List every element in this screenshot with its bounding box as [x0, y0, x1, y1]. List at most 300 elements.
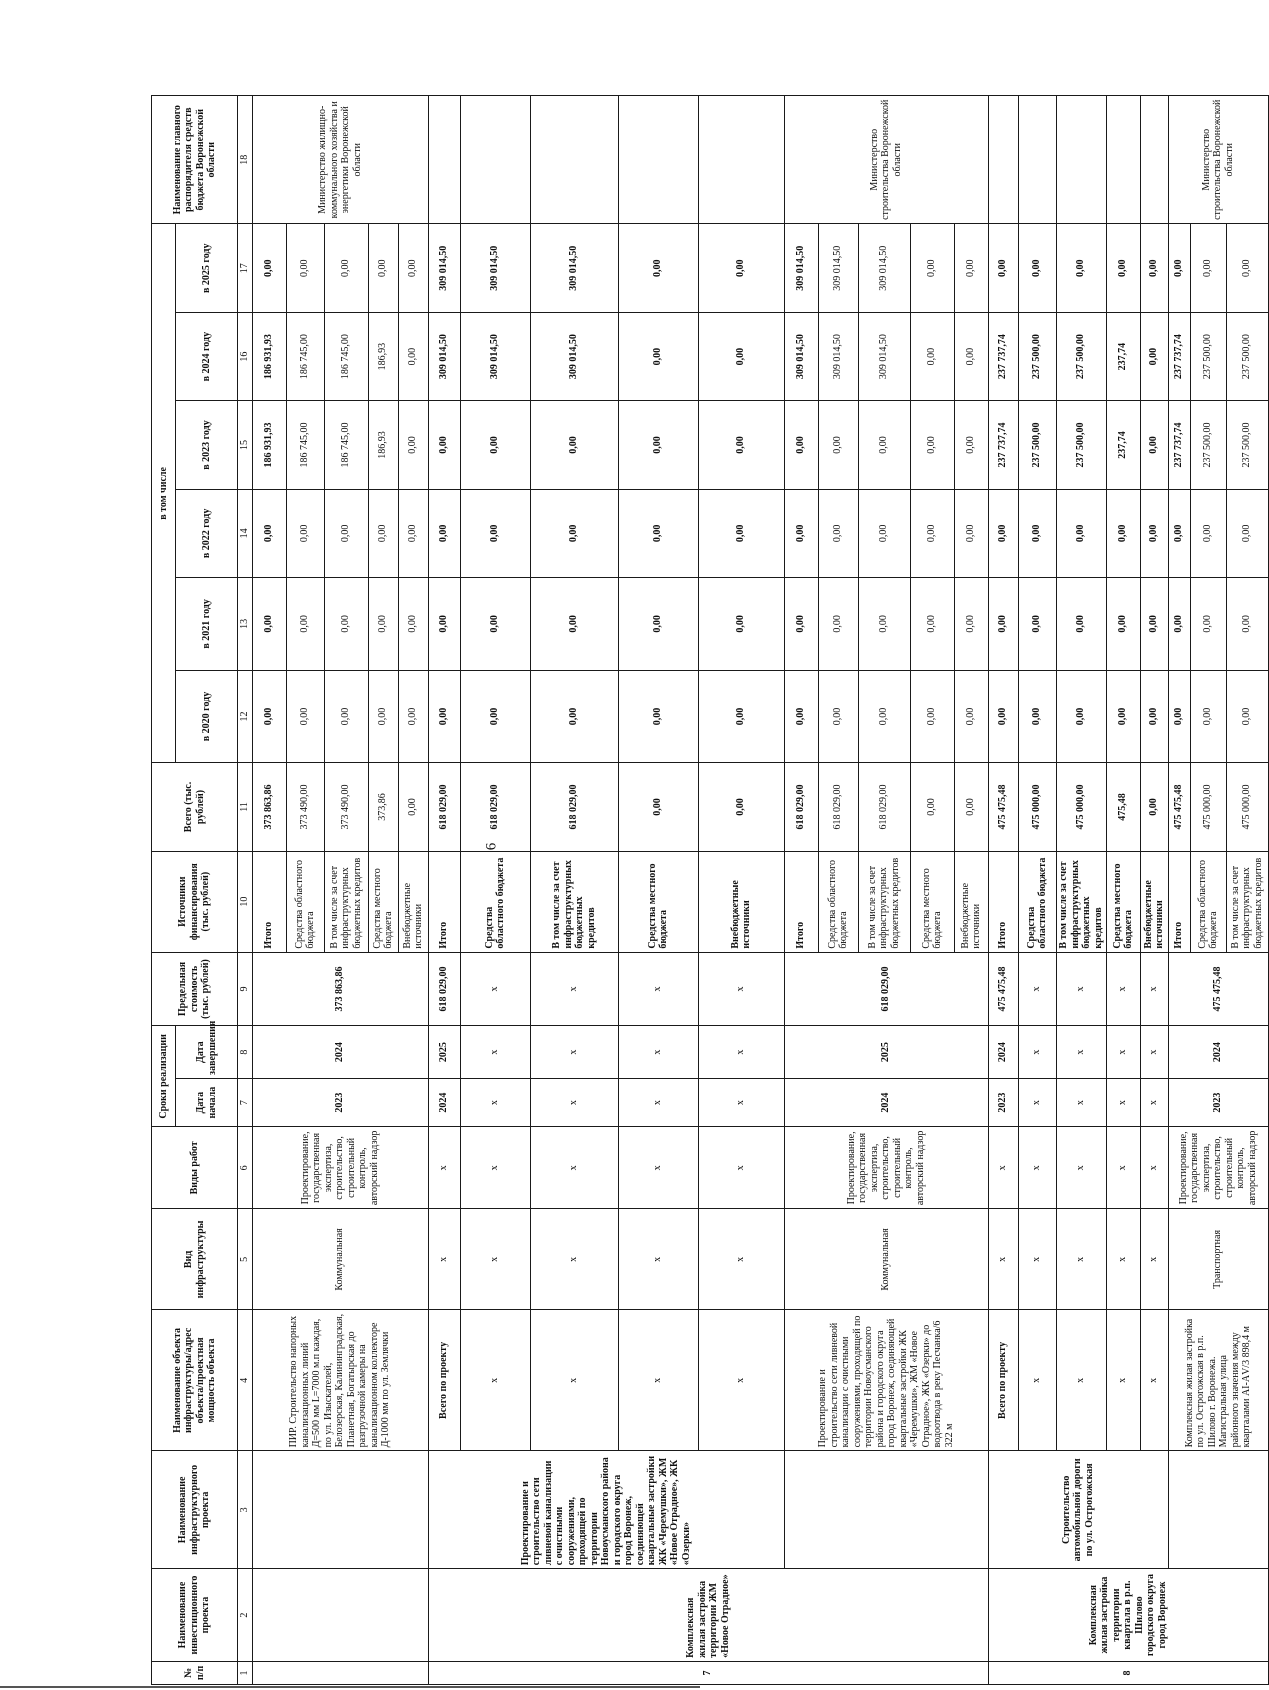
- y2020: 0,00: [988, 670, 1018, 763]
- y2022: 0,00: [428, 489, 460, 577]
- y2020: 0,00: [324, 670, 368, 763]
- y2023: 237,74: [1106, 401, 1140, 489]
- y2024: 309 014,50: [784, 312, 818, 400]
- cell: [698, 96, 784, 225]
- y2021: 0,00: [1168, 578, 1190, 671]
- cell: [252, 1569, 428, 1662]
- total: 0,00: [698, 763, 784, 851]
- header-infra-project: Наименование инфраструктурного проекта: [152, 1451, 238, 1569]
- total: 0,00: [1140, 763, 1168, 851]
- x-mark: х: [530, 1310, 618, 1451]
- header-infra-type: Вид инфраструктуры: [152, 1209, 238, 1310]
- y2025: 0,00: [368, 224, 398, 312]
- table-row: [1140, 96, 1168, 1685]
- y2024: 186 745,00: [324, 312, 368, 400]
- source: Средства областного бюджета: [286, 851, 324, 952]
- y2023: 186 931,93: [252, 401, 286, 489]
- y2025: 309 014,50: [784, 224, 818, 312]
- x-mark: х: [698, 952, 784, 1026]
- x-mark: х: [698, 1209, 784, 1310]
- y2025: 0,00: [286, 224, 324, 312]
- infra-project-name: Проектирование и строительство сети ливневой канализации с очистными сооружениями, проходящей по территории Новоусманского района и городского округа город Воронеж, соединяющей квартальные застройки ЖК «Черемушки», ЖМ «Новое Отрадное», ЖК «Озерки»: [428, 1451, 784, 1569]
- x-mark: х: [530, 952, 618, 1026]
- start-date: 2023: [988, 1078, 1018, 1126]
- y2021: 0,00: [1018, 578, 1056, 671]
- infra-project-name: Строительство автомобильной дороги по ул. Острогожская: [988, 1451, 1168, 1569]
- y2024: 0,00: [910, 312, 954, 400]
- source: Средства областного бюджета: [460, 851, 530, 952]
- y2022: 0,00: [858, 489, 910, 577]
- y2022: 0,00: [530, 489, 618, 577]
- y2021: 0,00: [1140, 578, 1168, 671]
- table-row: [1018, 96, 1056, 1685]
- y2020: 0,00: [698, 670, 784, 763]
- y2021: 0,00: [1056, 578, 1106, 671]
- y2021: 0,00: [368, 578, 398, 671]
- y2025: 0,00: [954, 224, 988, 312]
- works-type: Проектирование, государственная экспертиза, строительство, строительный контроль, авторский надзор: [252, 1127, 428, 1209]
- source: Средства местного бюджета: [910, 851, 954, 952]
- y2022: 0,00: [954, 489, 988, 577]
- source: Внебюджетные источники: [398, 851, 428, 952]
- y2024: 186 745,00: [286, 312, 324, 400]
- header-2022: в 2022 году: [176, 489, 238, 577]
- y2024: 309 014,50: [530, 312, 618, 400]
- total-label: Всего по проекту: [428, 1310, 460, 1451]
- y2022: 0,00: [988, 489, 1018, 577]
- header-including: в том числе: [152, 224, 176, 763]
- x-mark: х: [1106, 1078, 1140, 1126]
- y2020: 0,00: [784, 670, 818, 763]
- source: Внебюджетные источники: [1140, 851, 1168, 952]
- total: 373 863,86: [252, 763, 286, 851]
- x-mark: х: [1140, 1310, 1168, 1451]
- object-name: Проектирование и строительство сети ливневой канализации с очистными сооружениями, проходящей по территории Новоусманского района и городского округа город Воронеж, соединяющей квартальные застройки ЖК «Черемушки», ЖМ «Новое Отрадное», ЖК «Озерки» до водоотвода в реку Песчанка/6 322 м: [784, 1310, 988, 1451]
- x-mark: х: [530, 1209, 618, 1310]
- y2022: 0,00: [1140, 489, 1168, 577]
- y2025: 0,00: [398, 224, 428, 312]
- total: 618 029,00: [530, 763, 618, 851]
- y2021: 0,00: [784, 578, 818, 671]
- end-date: 2024: [252, 1026, 428, 1079]
- y2022: 0,00: [818, 489, 858, 577]
- column-number: 15: [238, 401, 253, 489]
- y2023: 0,00: [428, 401, 460, 489]
- source: Средства местного бюджета: [618, 851, 698, 952]
- y2024: 186 931,93: [252, 312, 286, 400]
- x-mark: х: [618, 1026, 698, 1079]
- column-number: 5: [238, 1209, 253, 1310]
- y2020: 0,00: [1226, 670, 1268, 763]
- total: 475 000,00: [1056, 763, 1106, 851]
- y2025: 309 014,50: [858, 224, 910, 312]
- x-mark: х: [1018, 1078, 1056, 1126]
- y2025: 0,00: [324, 224, 368, 312]
- column-number: 1: [238, 1661, 253, 1684]
- y2024: 237 500,00: [1056, 312, 1106, 400]
- y2025: 0,00: [910, 224, 954, 312]
- y2020: 0,00: [286, 670, 324, 763]
- y2020: 0,00: [398, 670, 428, 763]
- cell: [460, 96, 530, 225]
- total: 618 029,00: [460, 763, 530, 851]
- y2022: 0,00: [1226, 489, 1268, 577]
- source: Итого: [428, 851, 460, 952]
- y2022: 0,00: [398, 489, 428, 577]
- y2023: 0,00: [818, 401, 858, 489]
- y2022: 0,00: [1056, 489, 1106, 577]
- y2021: 0,00: [954, 578, 988, 671]
- header-dates: Сроки реализации: [152, 1026, 176, 1127]
- y2021: 0,00: [1106, 578, 1140, 671]
- header-2025: в 2025 году: [176, 224, 238, 312]
- x-mark: х: [618, 1127, 698, 1209]
- x-mark: х: [428, 1127, 460, 1209]
- y2024: 0,00: [954, 312, 988, 400]
- y2022: 0,00: [252, 489, 286, 577]
- infra-type: Коммунальная: [252, 1209, 428, 1310]
- total: 475 000,00: [1226, 763, 1268, 851]
- table-row: [252, 96, 286, 1685]
- header-ministry: Наименование главного распорядителя средств бюджета Воронежской области: [152, 96, 238, 225]
- total: 0,00: [910, 763, 954, 851]
- rotated-document-sheet: [151, 95, 1264, 1685]
- y2024: 237 500,00: [1190, 312, 1226, 400]
- header-2023: в 2023 году: [176, 401, 238, 489]
- x-mark: х: [1018, 1127, 1056, 1209]
- column-number: 9: [238, 952, 253, 1026]
- column-number: 3: [238, 1451, 253, 1569]
- y2022: 0,00: [368, 489, 398, 577]
- x-mark: х: [460, 1127, 530, 1209]
- y2020: 0,00: [368, 670, 398, 763]
- x-mark: х: [1018, 1026, 1056, 1079]
- row-number: 7: [428, 1661, 988, 1684]
- y2023: 186,93: [368, 401, 398, 489]
- total: 373 490,00: [286, 763, 324, 851]
- y2022: 0,00: [1168, 489, 1190, 577]
- source: Внебюджетные источники: [698, 851, 784, 952]
- x-mark: х: [618, 1310, 698, 1451]
- x-mark: х: [1056, 1209, 1106, 1310]
- start-date: 2023: [1168, 1078, 1268, 1126]
- x-mark: х: [698, 1026, 784, 1079]
- y2025: 309 014,50: [460, 224, 530, 312]
- y2020: 0,00: [428, 670, 460, 763]
- column-number: 18: [238, 96, 253, 225]
- y2020: 0,00: [460, 670, 530, 763]
- y2020: 0,00: [1168, 670, 1190, 763]
- header-invest-project: Наименование инвестиционного проекта: [152, 1569, 238, 1662]
- header-2021: в 2021 году: [176, 578, 238, 671]
- y2023: 0,00: [398, 401, 428, 489]
- header-cost: Предельная стоимость (тыс. рублей): [152, 952, 238, 1026]
- total: 373 490,00: [324, 763, 368, 851]
- cell: [988, 96, 1018, 225]
- y2023: 237 500,00: [1018, 401, 1056, 489]
- x-mark: х: [1056, 952, 1106, 1026]
- y2022: 0,00: [784, 489, 818, 577]
- y2022: 0,00: [910, 489, 954, 577]
- y2021: 0,00: [252, 578, 286, 671]
- y2021: 0,00: [398, 578, 428, 671]
- table-row: [1056, 96, 1106, 1685]
- y2020: 0,00: [1190, 670, 1226, 763]
- total: 475,48: [1106, 763, 1140, 851]
- table-row: [698, 96, 784, 1685]
- header-works: Виды работ: [152, 1127, 238, 1209]
- y2021: 0,00: [460, 578, 530, 671]
- y2020: 0,00: [818, 670, 858, 763]
- start-date: 2024: [428, 1078, 460, 1126]
- y2022: 0,00: [1190, 489, 1226, 577]
- x-mark: х: [428, 1209, 460, 1310]
- y2024: 0,00: [618, 312, 698, 400]
- y2024: 0,00: [398, 312, 428, 400]
- y2024: 309 014,50: [818, 312, 858, 400]
- total-label: Всего по проекту: [988, 1310, 1018, 1451]
- total: 618 029,00: [784, 763, 818, 851]
- x-mark: х: [988, 1127, 1018, 1209]
- y2023: 237 500,00: [1226, 401, 1268, 489]
- y2020: 0,00: [858, 670, 910, 763]
- source: Средства областного бюджета: [818, 851, 858, 952]
- x-mark: х: [1056, 1127, 1106, 1209]
- y2023: 186 745,00: [324, 401, 368, 489]
- source: В том числе за счет инфраструктурных бюджетных кредитов: [324, 851, 368, 952]
- y2025: 309 014,50: [818, 224, 858, 312]
- source: Итого: [988, 851, 1018, 952]
- cell: [618, 96, 698, 225]
- y2024: 237 500,00: [1018, 312, 1056, 400]
- y2024: 237 737,74: [1168, 312, 1190, 400]
- x-mark: х: [530, 1127, 618, 1209]
- y2023: 0,00: [784, 401, 818, 489]
- object-name: ПИР. Строительство напорных канализационных линий Д=500 мм L=7000 м.п каждая, по ул. Изыскателей, Белозерская, Калининградская, Планетная, Богатырская до разгрузочной камеры на канализационном коллекторе Д-1000 мм по ул. Землячки: [252, 1310, 428, 1451]
- works-type: Проектирование, государственная экспертиза, строительство, строительный контроль, авторский надзор: [784, 1127, 988, 1209]
- header-object: Наименование объекта инфраструктуры/адрес объекта/проектная мощность объекта: [152, 1310, 238, 1451]
- column-number: 8: [238, 1026, 253, 1079]
- column-number: 13: [238, 578, 253, 671]
- y2022: 0,00: [618, 489, 698, 577]
- y2021: 0,00: [988, 578, 1018, 671]
- invest-project-name: Комплексная жилая застройка территории ЖМ «Новое Отрадное»: [428, 1569, 988, 1662]
- end-date: 2025: [784, 1026, 988, 1079]
- y2025: 0,00: [988, 224, 1018, 312]
- y2024: 309 014,50: [858, 312, 910, 400]
- y2022: 0,00: [1106, 489, 1140, 577]
- object-name: Комплексная жилая застройка по ул. Острогожская в р.п. Шилово г. Воронежа. Магистральная улица районного значения между кварталами АI-АV/3 898,4 м: [1168, 1310, 1268, 1451]
- x-mark: х: [1106, 1310, 1140, 1451]
- y2020: 0,00: [1018, 670, 1056, 763]
- source: Средства областного бюджета: [1018, 851, 1056, 952]
- ministry: Министерство строительства Воронежской области: [1168, 96, 1268, 225]
- cell: [1018, 96, 1056, 225]
- works-type: Проектирование, государственная экспертиза, строительство, строительный контроль, авторский надзор: [1168, 1127, 1268, 1209]
- table-row: [988, 96, 1018, 1685]
- y2024: 309 014,50: [460, 312, 530, 400]
- x-mark: х: [618, 952, 698, 1026]
- x-mark: х: [698, 1310, 784, 1451]
- row-number: 8: [988, 1661, 1268, 1684]
- y2020: 0,00: [252, 670, 286, 763]
- header-2020: в 2020 году: [176, 670, 238, 763]
- y2022: 0,00: [698, 489, 784, 577]
- y2021: 0,00: [818, 578, 858, 671]
- y2025: 0,00: [1140, 224, 1168, 312]
- header-2024: в 2024 году: [176, 312, 238, 400]
- header-end: Дата завершения: [176, 1026, 238, 1079]
- table-row: [1168, 96, 1190, 1685]
- source: Средства областного бюджета: [1190, 851, 1226, 952]
- y2025: 0,00: [1056, 224, 1106, 312]
- y2023: 237 737,74: [988, 401, 1018, 489]
- y2025: 0,00: [252, 224, 286, 312]
- total: 0,00: [618, 763, 698, 851]
- x-mark: х: [618, 1209, 698, 1310]
- y2023: 0,00: [954, 401, 988, 489]
- end-date: 2025: [428, 1026, 460, 1079]
- y2025: 0,00: [1106, 224, 1140, 312]
- total: 618 029,00: [818, 763, 858, 851]
- cell: [1056, 96, 1106, 225]
- end-date: 2024: [1168, 1026, 1268, 1079]
- cost-limit: 618 029,00: [784, 952, 988, 1026]
- y2025: 309 014,50: [428, 224, 460, 312]
- y2024: 237 500,00: [1226, 312, 1268, 400]
- y2025: 309 014,50: [530, 224, 618, 312]
- y2024: 309 014,50: [428, 312, 460, 400]
- y2021: 0,00: [1190, 578, 1226, 671]
- y2020: 0,00: [618, 670, 698, 763]
- y2022: 0,00: [1018, 489, 1056, 577]
- y2025: 0,00: [1190, 224, 1226, 312]
- y2023: 186 745,00: [286, 401, 324, 489]
- total: 0,00: [398, 763, 428, 851]
- x-mark: х: [1140, 1127, 1168, 1209]
- column-number: 10: [238, 851, 253, 952]
- header-total: Всего (тыс. рублей): [152, 763, 238, 851]
- column-number: 14: [238, 489, 253, 577]
- y2025: 0,00: [1168, 224, 1190, 312]
- x-mark: х: [1056, 1026, 1106, 1079]
- total: 475 000,00: [1018, 763, 1056, 851]
- source: В том числе за счет инфраструктурных бюджетных кредитов: [858, 851, 910, 952]
- source: Итого: [784, 851, 818, 952]
- x-mark: х: [1018, 1310, 1056, 1451]
- y2022: 0,00: [286, 489, 324, 577]
- cost-limit: 475 475,48: [1168, 952, 1268, 1026]
- column-number: 12: [238, 670, 253, 763]
- y2021: 0,00: [618, 578, 698, 671]
- x-mark: х: [1106, 1127, 1140, 1209]
- x-mark: х: [1106, 1209, 1140, 1310]
- x-mark: х: [460, 1209, 530, 1310]
- table-row: [428, 96, 460, 1685]
- y2025: 0,00: [1018, 224, 1056, 312]
- y2021: 0,00: [428, 578, 460, 671]
- source: Внебюджетные источники: [954, 851, 988, 952]
- start-date: 2024: [784, 1078, 988, 1126]
- page-number: 6: [483, 842, 500, 851]
- y2021: 0,00: [286, 578, 324, 671]
- y2021: 0,00: [530, 578, 618, 671]
- y2023: 0,00: [858, 401, 910, 489]
- y2023: 0,00: [910, 401, 954, 489]
- source: Итого: [252, 851, 286, 952]
- y2024: 186,93: [368, 312, 398, 400]
- cost-limit: 475 475,48: [988, 952, 1018, 1026]
- y2020: 0,00: [1140, 670, 1168, 763]
- x-mark: х: [460, 952, 530, 1026]
- x-mark: х: [1018, 1209, 1056, 1310]
- y2023: 237 500,00: [1190, 401, 1226, 489]
- header-num: № п/п: [152, 1661, 238, 1684]
- x-mark: х: [530, 1026, 618, 1079]
- x-mark: х: [1140, 1209, 1168, 1310]
- x-mark: х: [698, 1078, 784, 1126]
- cost-limit: 373 863,86: [252, 952, 428, 1026]
- scan-edge-line: [0, 1686, 700, 1688]
- y2022: 0,00: [460, 489, 530, 577]
- y2025: 0,00: [1226, 224, 1268, 312]
- y2022: 0,00: [324, 489, 368, 577]
- x-mark: х: [1056, 1310, 1106, 1451]
- y2023: 0,00: [618, 401, 698, 489]
- header-start: Дата начала: [176, 1078, 238, 1126]
- infra-type: Транспортная: [1168, 1209, 1268, 1310]
- column-number: 17: [238, 224, 253, 312]
- cell: [252, 1451, 428, 1569]
- column-number: 7: [238, 1078, 253, 1126]
- column-number: 16: [238, 312, 253, 400]
- start-date: 2023: [252, 1078, 428, 1126]
- column-number: 6: [238, 1127, 253, 1209]
- x-mark: х: [1106, 952, 1140, 1026]
- x-mark: х: [460, 1026, 530, 1079]
- x-mark: х: [698, 1127, 784, 1209]
- investment-projects-table: [151, 95, 1269, 1685]
- cell: [1106, 96, 1140, 225]
- source: В том числе за счет инфраструктурных бюджетных кредитов: [530, 851, 618, 952]
- ministry: Министерство жилищно-коммунального хозяйства и энергетики Воронежской области: [252, 96, 428, 225]
- source: Средства местного бюджета: [368, 851, 398, 952]
- table-row: [1106, 96, 1140, 1685]
- y2020: 0,00: [1106, 670, 1140, 763]
- x-mark: х: [1056, 1078, 1106, 1126]
- cell: [530, 96, 618, 225]
- x-mark: х: [1140, 1078, 1168, 1126]
- column-numbers-row: [238, 96, 253, 1685]
- source: Итого: [1168, 851, 1190, 952]
- total: 618 029,00: [858, 763, 910, 851]
- column-number: 2: [238, 1569, 253, 1662]
- y2023: 0,00: [1140, 401, 1168, 489]
- y2023: 0,00: [460, 401, 530, 489]
- y2021: 0,00: [1226, 578, 1268, 671]
- ministry: Министерство строительства Воронежской области: [784, 96, 988, 225]
- source: В том числе за счет инфраструктурных бюджетных кредитов: [1226, 851, 1268, 952]
- column-number: 11: [238, 763, 253, 851]
- y2025: 0,00: [618, 224, 698, 312]
- total: 475 475,48: [988, 763, 1018, 851]
- table-row: [618, 96, 698, 1685]
- total: 475 475,48: [1168, 763, 1190, 851]
- cell: [252, 1661, 428, 1684]
- y2020: 0,00: [530, 670, 618, 763]
- y2024: 0,00: [1140, 312, 1168, 400]
- total: 475 000,00: [1190, 763, 1226, 851]
